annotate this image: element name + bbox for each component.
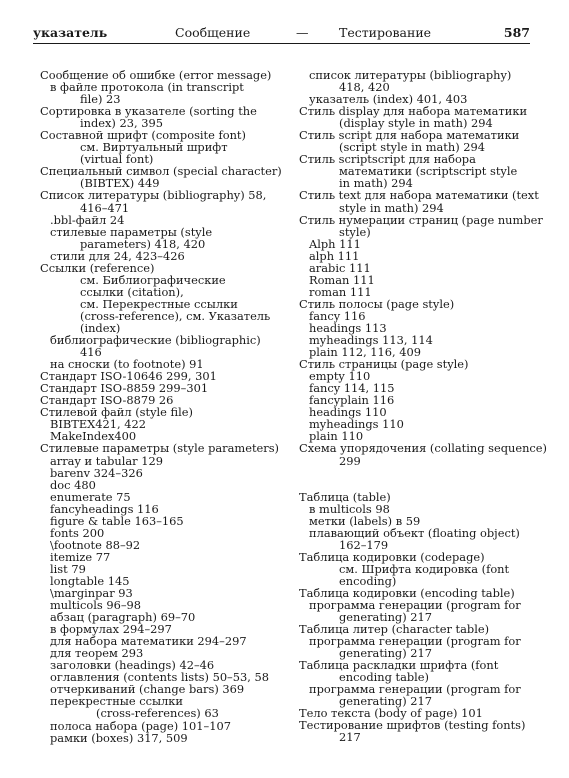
header-last-entry: Тестирование [339, 25, 432, 40]
index-subentry: plain 112, 116, 409 [309, 345, 422, 360]
index-subentry: plain 110 [309, 429, 364, 444]
index-subentry: см. Шрифта кодировка (font [339, 561, 510, 576]
index-subentry: myheadings 110 [309, 417, 404, 432]
index-subentry: encoding table) [339, 670, 429, 685]
index-subentry: см. Перекрестные ссылки [80, 296, 238, 311]
index-entry: Схема упорядочения (collating sequence) [299, 441, 547, 456]
index-subentry: parameters) 418, 420 [80, 236, 206, 251]
index-subentry: ссылки (citation), [80, 284, 184, 299]
index-subentry: стили для 24, 423–426 [50, 248, 185, 263]
index-subentry: \marginpar 93 [50, 586, 133, 601]
index-subentry: generating) 217 [339, 694, 432, 709]
index-entry: Сообщение об ошибке (error message) [40, 68, 272, 82]
index-subentry: математики (scriptscript style [339, 164, 518, 179]
index-subentry: figure & table 163–165 [50, 513, 184, 528]
index-entry: Стандарт ISO-8879 26 [40, 393, 174, 408]
index-subentry: barenv 324–326 [50, 465, 143, 480]
index-subentry: программа генерации (program for [309, 634, 521, 649]
index-column-right [299, 69, 549, 744]
index-subentry: перекрестные ссылки [50, 694, 183, 709]
index-subentry: longtable 145 [50, 573, 130, 588]
index-gap [299, 467, 549, 491]
index-subentry: в формулах 294–297 [50, 622, 172, 637]
index-subentry: array и tabular 129 [50, 453, 163, 468]
index-entry: Таблица раскладки шрифта (font [299, 658, 499, 673]
index-subentry: (script style in math) 294 [339, 140, 486, 155]
index-subentry: encoding) [339, 573, 397, 588]
index-entry: Стиль display для набора математики [299, 104, 528, 119]
index-subentry: (index) [80, 320, 121, 335]
index-entry: Стиль полосы (page style) [299, 296, 455, 311]
index-subentry: (virtual font) [80, 152, 154, 167]
header-first-entry: Сообщение [175, 25, 251, 40]
running-header [33, 24, 530, 42]
index-subentry: .bbl-файл 24 [50, 212, 125, 227]
index-subentry: в файле протокола (in transcript [50, 80, 244, 95]
index-subentry: arabic 111 [309, 260, 371, 275]
index-subentry: itemize 77 [50, 549, 111, 564]
index-entry: Тестирование шрифтов (testing fonts) [299, 718, 526, 733]
index-subentry: библиографические (bibliographic) [50, 333, 261, 348]
index-subentry: fancyheadings 116 [50, 501, 159, 516]
index-subentry: для теорем 293 [50, 646, 144, 661]
index-subentry: fancy 114, 115 [309, 381, 395, 396]
index-entry: Тело текста (body of page) 101 [299, 706, 483, 721]
index-entry: Ссылки (reference) [40, 260, 155, 275]
index-subentry: см. Виртуальный шрифт [80, 140, 228, 155]
index-subentry: оглавления (contents lists) 50–53, 58 [50, 670, 269, 685]
index-subentry: программа генерации (program for [309, 597, 521, 612]
index-subentry: абзац (paragraph) 69–70 [50, 610, 196, 625]
index-subentry: отчеркиваний (change bars) 369 [50, 682, 245, 697]
index-entry: Составной шрифт (composite font) [40, 128, 246, 143]
index-entry: Таблица (table) [299, 489, 391, 504]
index-subentry: enumerate 75 [50, 489, 131, 504]
index-subentry: style) [339, 224, 371, 239]
index-subentry: myheadings 113, 114 [309, 333, 433, 348]
index-subentry: BIBTEX421, 422 [50, 417, 146, 432]
index-subentry: программа генерации (program for [309, 682, 521, 697]
index-column-left [40, 69, 296, 744]
index-subentry: указатель (index) 401, 403 [309, 92, 468, 107]
index-subentry: file) 23 [80, 92, 121, 107]
index-entry: Таблица кодировки (encoding table) [299, 585, 515, 600]
index-subentry: (BIBTEX) 449 [80, 176, 160, 191]
index-subentry: style in math) 294 [339, 200, 444, 215]
index-subentry: 416 [80, 345, 102, 360]
index-entry: Стилевые параметры (style parameters) [40, 441, 279, 456]
index-subentry: Alph 111 [309, 236, 361, 251]
index-entry: Стандарт ISO-8859 299–301 [40, 381, 209, 396]
index-entry: Таблица кодировки (codepage) [299, 549, 485, 564]
index-subentry: index) 23, 395 [80, 116, 163, 131]
index-subentry: 162–179 [339, 537, 389, 552]
index-subentry: \footnote 88–92 [50, 537, 141, 552]
index-subentry: 418, 420 [339, 80, 390, 95]
index-subentry: для набора математики 294–297 [50, 634, 247, 649]
index-subentry: headings 113 [309, 320, 387, 335]
index-subentry: (display style in math) 294 [339, 116, 493, 131]
index-subentry: 299 [339, 453, 361, 468]
index-subentry: заголовки (headings) 42–46 [50, 658, 215, 673]
index-subentry: (cross-reference), см. Указатель [80, 308, 271, 323]
index-entry: Стиль script для набора математики [299, 128, 520, 143]
index-entry: Сортировка в указателе (sorting the [40, 104, 257, 119]
index-subentry: см. Библиографические [80, 272, 226, 287]
index-subentry: alph 111 [309, 248, 360, 263]
index-entry: Стилевой файл (style file) [40, 405, 193, 420]
index-subentry: плавающий объект (floating object) [309, 525, 520, 540]
index-entry: Стиль нумерации страниц (page number [299, 212, 543, 227]
index-subentry: полоса набора (page) 101–107 [50, 718, 231, 733]
index-subentry: в multicols 98 [309, 501, 390, 516]
index-entry: Стандарт ISO-10646 299, 301 [40, 369, 217, 384]
index-subentry: 217 [339, 730, 361, 745]
header-dash: — [296, 25, 309, 40]
index-entry: Стиль scriptscript для набора [299, 152, 476, 167]
index-subentry: headings 110 [309, 405, 387, 420]
index-subentry: на сноски (to footnote) 91 [50, 357, 204, 372]
index-entry: Таблица литер (character table) [299, 622, 490, 637]
index-subentry: multicols 96–98 [50, 598, 142, 613]
index-subentry: метки (labels) в 59 [309, 513, 421, 528]
index-subentry: стилевые параметры (style [50, 224, 213, 239]
index-entry: Стиль text для набора математики (text [299, 188, 539, 203]
index-subentry: doc 480 [50, 477, 96, 492]
index-subentry: 416–471 [80, 200, 130, 215]
index-subentry: MakeIndex400 [50, 429, 137, 444]
index-subentry: fancy 116 [309, 308, 366, 323]
index-subentry: рамки (boxes) 317, 509 [50, 730, 188, 745]
index-subentry: generating) 217 [339, 646, 432, 661]
page-number: 587 [503, 25, 530, 40]
index-subentry: roman 111 [309, 284, 372, 299]
index-subentry: in math) 294 [339, 176, 413, 191]
header-section-name: указатель [33, 25, 108, 40]
index-subentry: Roman 111 [309, 272, 375, 287]
index-subentry: list 79 [50, 561, 86, 576]
index-entry: Специальный символ (special character) [40, 164, 282, 179]
index-subentry: (cross-references) 63 [96, 706, 219, 721]
index-subentry: fonts 200 [50, 525, 105, 540]
index-subentry: generating) 217 [339, 610, 432, 625]
index-subentry: список литературы (bibliography) [309, 68, 512, 82]
header-rule [33, 43, 530, 44]
index-entry: Стиль страницы (page style) [299, 357, 469, 372]
index-subentry: empty 110 [309, 369, 371, 384]
index-subentry: fancyplain 116 [309, 393, 395, 408]
index-entry: Список литературы (bibliography) 58, [40, 188, 267, 203]
